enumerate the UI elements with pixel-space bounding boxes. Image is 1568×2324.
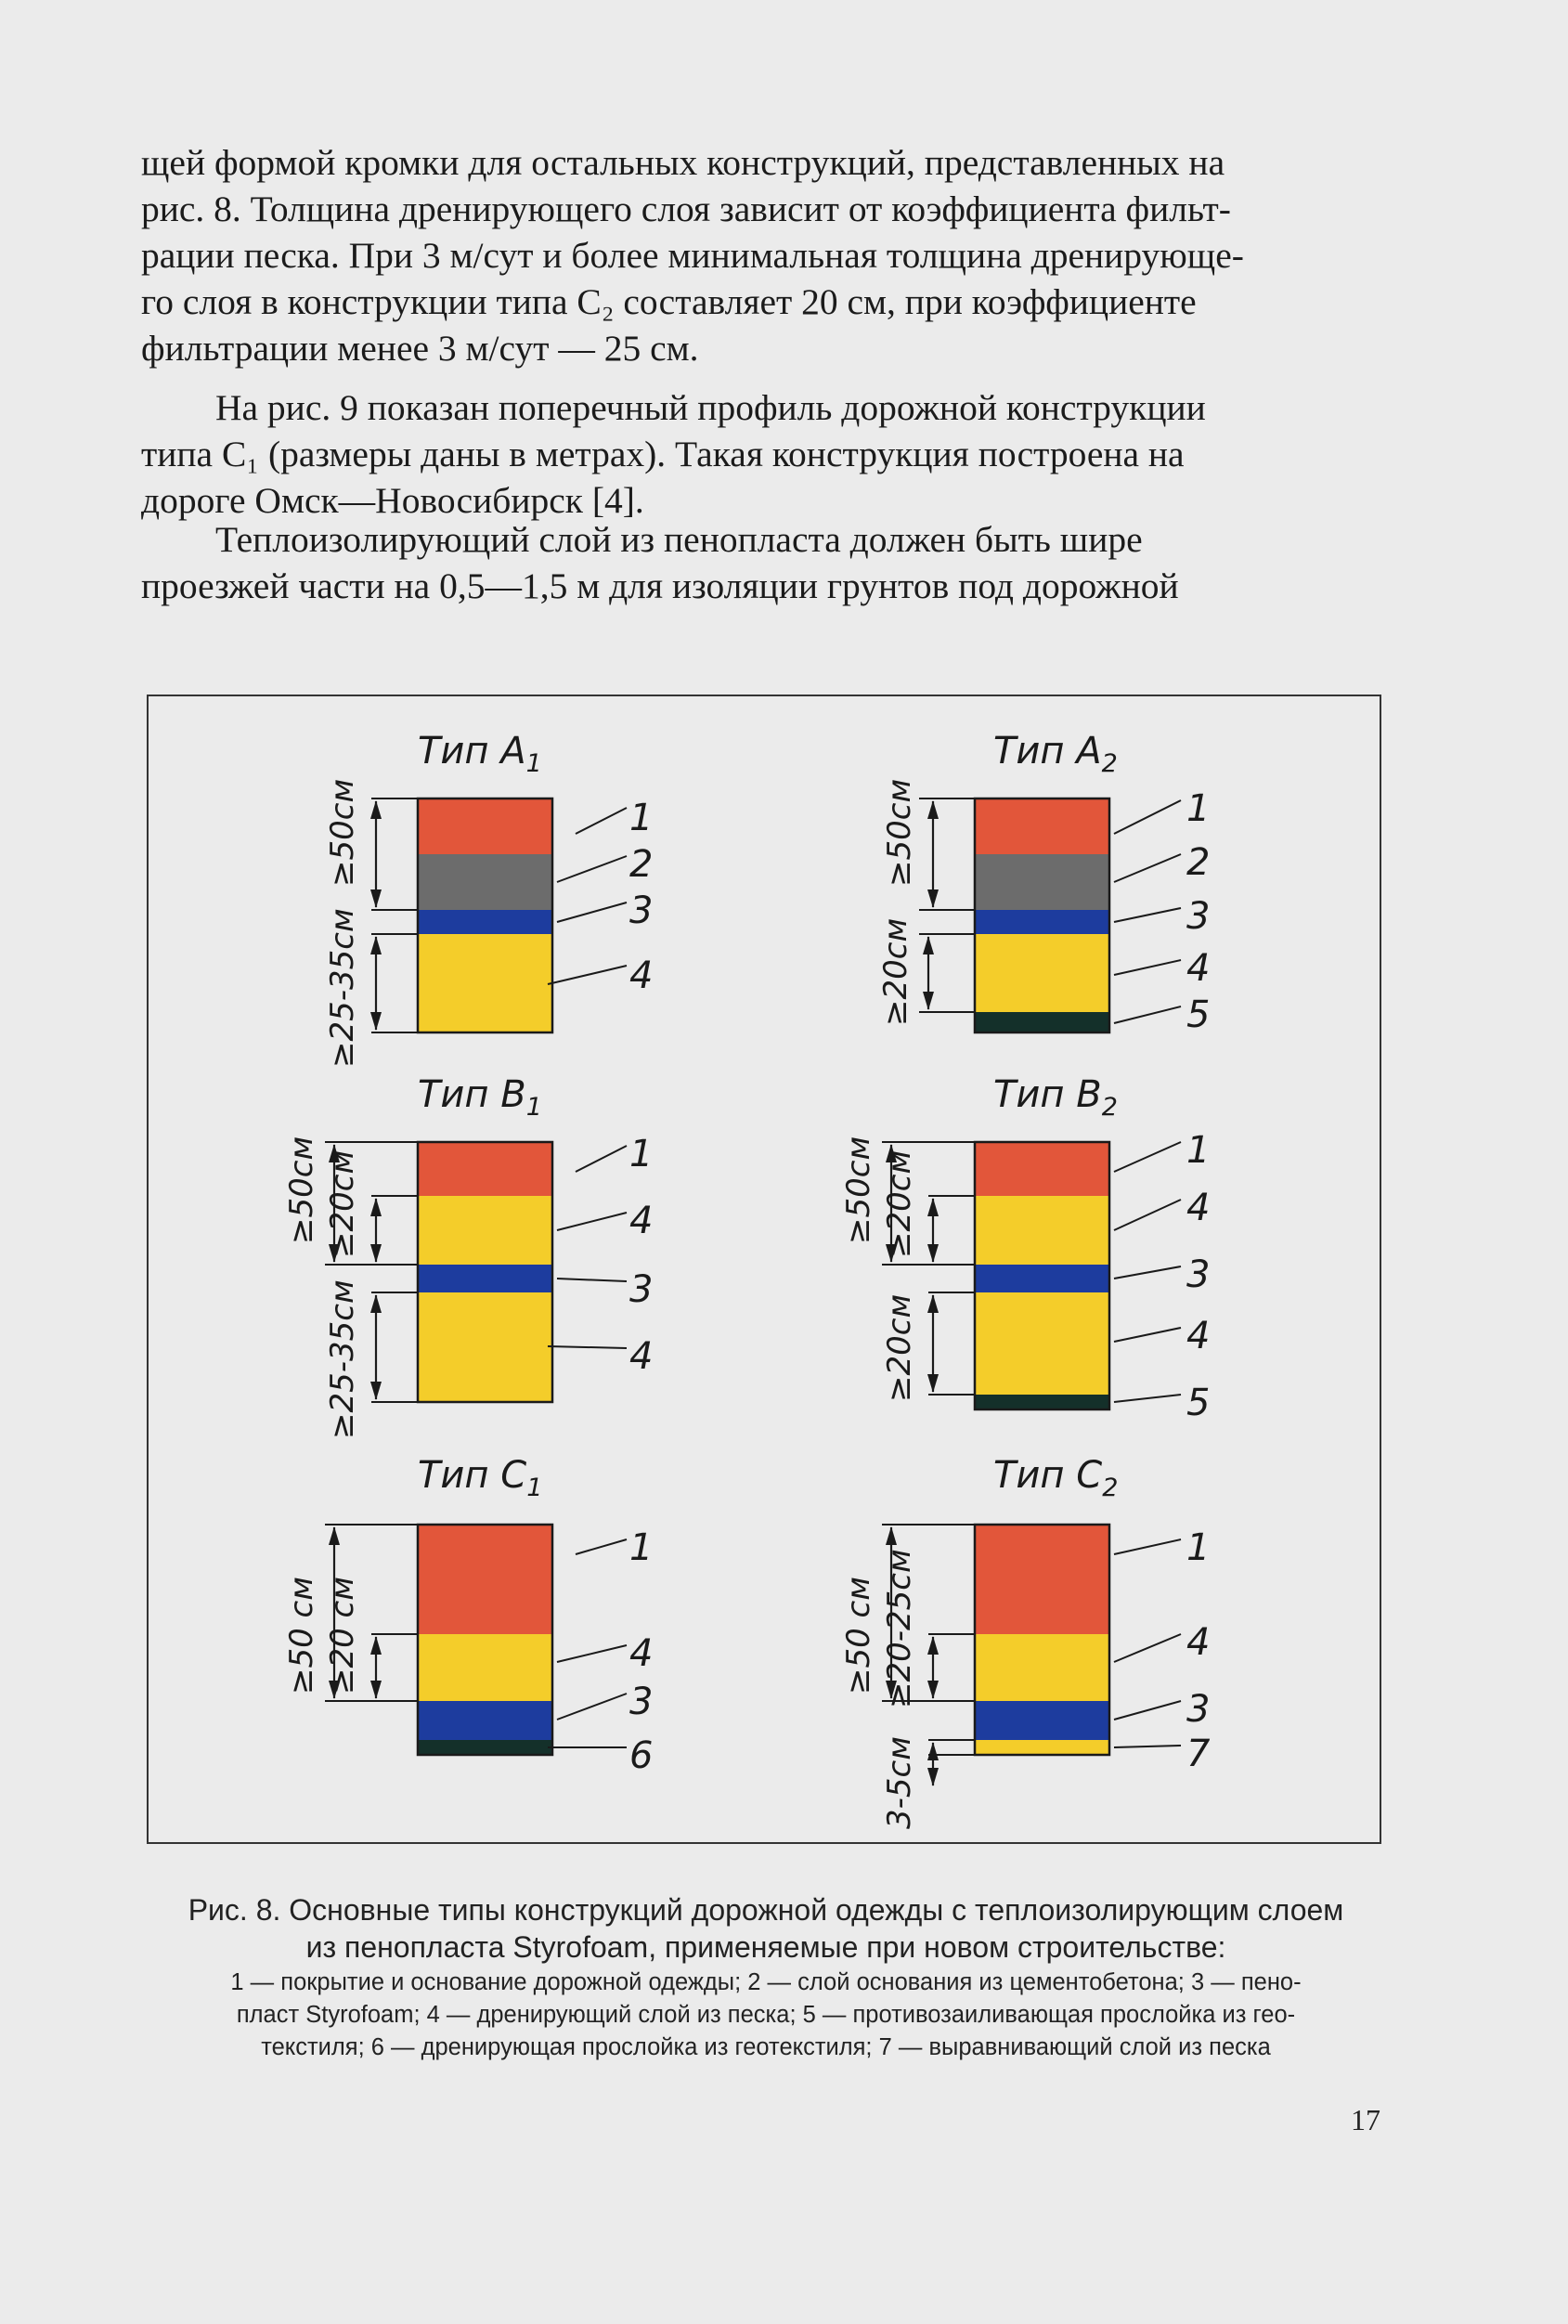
layer-label-3: 3 xyxy=(629,1268,654,1311)
layer-blue-a1 xyxy=(418,910,552,934)
dim-label-c1: ≥20 см xyxy=(324,1577,361,1694)
leader-line xyxy=(557,1645,627,1662)
dim-line-b2-arrow-top xyxy=(927,1198,939,1216)
leader-line xyxy=(1114,1328,1181,1342)
dim-label-a2: ≥20см xyxy=(877,917,914,1026)
title-type-a2: Тип $A_2$ xyxy=(993,730,1118,778)
dim-label-b2: ≥50см xyxy=(840,1136,877,1244)
dim-line-c2-arrow-top xyxy=(927,1636,939,1655)
layer-label-1: 1 xyxy=(629,1526,654,1569)
dim-line-a2-arrow-top xyxy=(923,936,934,954)
leader-line xyxy=(548,1346,627,1348)
layer-label-4: 4 xyxy=(629,1335,654,1378)
title-type-b1: Тип $B_1$ xyxy=(418,1073,542,1122)
layer-dark-c1 xyxy=(418,1740,552,1755)
layer-label-3: 3 xyxy=(1186,1688,1211,1731)
layer-dark-b2 xyxy=(975,1395,1109,1409)
leader-line xyxy=(1114,1395,1181,1402)
dim-line-a2-arrow-bottom xyxy=(927,889,939,908)
layer-red-c2 xyxy=(975,1525,1109,1634)
caption-legend-line: 1 — покрытие и основание дорожной одежды; 2 — слой основания из цементобетона; 3 — пено- xyxy=(230,1969,1302,1995)
leader-line xyxy=(1114,1200,1181,1230)
dim-line-a1-arrow-top xyxy=(370,800,382,819)
dim-label-b2: ≥20см xyxy=(881,1293,918,1402)
caption-title-line2: из пенопласта Styrofoam, применяемые при новом строительстве: xyxy=(305,1930,1226,1964)
layer-label-3: 3 xyxy=(629,1681,654,1723)
layer-label-3: 3 xyxy=(1186,895,1211,938)
dim-label-c2: ≥50 см xyxy=(840,1577,877,1694)
layer-red-b1 xyxy=(418,1142,552,1196)
leader-line xyxy=(1114,854,1181,882)
leader-line xyxy=(576,1146,627,1172)
leader-line xyxy=(1114,1634,1181,1662)
dim-line-b2-arrow-top xyxy=(927,1294,939,1313)
construction-types-diagram xyxy=(149,696,1383,1846)
title-type-c2: Тип $C_2$ xyxy=(993,1454,1119,1502)
caption-legend-line: текстиля; 6 — дренирующая прослойка из геотекстиля; 7 — выравнивающий слой из песка xyxy=(261,2034,1271,2060)
layer-label-4: 4 xyxy=(1186,1315,1211,1357)
dim-line-b1-arrow-bottom xyxy=(370,1382,382,1400)
layer-yellow-c1 xyxy=(418,1634,552,1701)
dim-line-a1-arrow-bottom xyxy=(370,889,382,908)
dim-label-b2: ≥20см xyxy=(881,1149,918,1258)
dim-label-c2: 3-5см xyxy=(881,1736,918,1829)
text-line: На рис. 9 показан поперечный профиль дорожной конструкции xyxy=(215,387,1206,428)
dim-label-b1: ≥25-35см xyxy=(324,1279,361,1439)
layer-red-a1 xyxy=(418,798,552,854)
dim-line-b1-arrow-bottom xyxy=(370,1244,382,1263)
leader-line xyxy=(557,902,627,922)
leader-line xyxy=(548,966,627,984)
text-line: щей формой кромки для остальных конструкций, представленных на xyxy=(141,142,1225,183)
text-line: го слоя в конструкции типа C₂ составляет 20 см, при коэффициенте xyxy=(141,281,1197,322)
layer-yellow-b1 xyxy=(418,1292,552,1402)
layer-blue-c2 xyxy=(975,1701,1109,1740)
layer-yellow-b1 xyxy=(418,1196,552,1265)
dim-line-a2-arrow-bottom xyxy=(923,992,934,1010)
dim-label-b1: ≥20см xyxy=(324,1149,361,1258)
page-number: 17 xyxy=(1351,2103,1380,2136)
leader-line xyxy=(1114,1746,1181,1747)
layer-yellow-a2 xyxy=(975,934,1109,1012)
dim-line-b2-arrow-bottom xyxy=(927,1244,939,1263)
leader-line xyxy=(1114,1539,1181,1554)
dim-line-b1-arrow-top xyxy=(370,1294,382,1313)
layer-label-2: 2 xyxy=(629,843,654,886)
text-line: рации песка. При 3 м/сут и более минимальная толщина дренирующе- xyxy=(141,235,1244,276)
dim-label-a2: ≥50см xyxy=(881,778,918,887)
layer-red-a2 xyxy=(975,798,1109,854)
dim-label-c1: ≥50 см xyxy=(283,1577,320,1694)
leader-line xyxy=(557,856,627,882)
dim-line-c1-arrow-top xyxy=(370,1636,382,1655)
paragraph-profile xyxy=(141,384,1374,524)
layer-label-4: 4 xyxy=(1186,1187,1211,1229)
layer-yellow-a1 xyxy=(418,934,552,1032)
layer-label-1: 1 xyxy=(629,1133,654,1175)
dim-label-a1: ≥50см xyxy=(324,778,361,887)
leader-line xyxy=(1114,1006,1181,1023)
layer-blue-b1 xyxy=(418,1265,552,1292)
layer-red-c1 xyxy=(418,1525,552,1634)
layer-label-1: 1 xyxy=(1186,1129,1211,1172)
layer-label-1: 1 xyxy=(1186,787,1211,830)
layer-label-2: 2 xyxy=(1186,841,1211,884)
layer-yellow-b2 xyxy=(975,1292,1109,1395)
layer-label-1: 1 xyxy=(629,797,654,839)
title-type-c1: Тип $C_1$ xyxy=(418,1454,543,1502)
layer-blue-a2 xyxy=(975,910,1109,934)
layer-label-6: 6 xyxy=(629,1734,654,1777)
text-line: Теплоизолирующий слой из пенопласта должен быть шире xyxy=(215,519,1143,560)
leader-line xyxy=(1114,800,1181,834)
layer-gray-a2 xyxy=(975,854,1109,910)
layer-label-4: 4 xyxy=(629,954,654,997)
leader-line xyxy=(557,1694,627,1720)
layer-yellow-c2 xyxy=(975,1634,1109,1701)
layer-label-1: 1 xyxy=(1186,1526,1211,1569)
dim-label-c2: ≥20-25см xyxy=(881,1549,918,1708)
layer-gray-a1 xyxy=(418,854,552,910)
dim-line-c2-arrow-top xyxy=(927,1742,939,1760)
layer-yellow-c2 xyxy=(975,1740,1109,1755)
dim-line-c1-arrow-top xyxy=(329,1526,340,1545)
text-line: рис. 8. Толщина дренирующего слоя зависит от коэффициента фильт- xyxy=(141,188,1231,229)
layer-label-5: 5 xyxy=(1186,993,1211,1036)
dim-line-c2-arrow-top xyxy=(886,1526,897,1545)
leader-line xyxy=(1114,1142,1181,1172)
title-type-b2: Тип $B_2$ xyxy=(993,1073,1118,1122)
leader-line xyxy=(557,1213,627,1230)
leader-line xyxy=(1114,908,1181,922)
leader-line xyxy=(1114,1701,1181,1720)
dim-line-c2-arrow-bottom xyxy=(927,1681,939,1699)
leader-line xyxy=(1114,1266,1181,1279)
dim-line-a1-arrow-bottom xyxy=(370,1012,382,1031)
paragraph-continued xyxy=(141,139,1374,371)
dim-line-b2-arrow-bottom xyxy=(927,1374,939,1393)
dim-label-a1: ≥25-35см xyxy=(324,908,361,1068)
layer-label-7: 7 xyxy=(1186,1733,1211,1775)
text-line: проезжей части на 0,5—1,5 м для изоляции грунтов под дорожной xyxy=(141,565,1179,606)
text-line: фильтрации менее 3 м/сут — 25 см. xyxy=(141,328,699,369)
layer-yellow-b2 xyxy=(975,1196,1109,1265)
leader-line xyxy=(576,808,627,834)
leader-line xyxy=(557,1279,627,1281)
layer-blue-b2 xyxy=(975,1265,1109,1292)
dim-line-c2-arrow-bottom xyxy=(927,1768,939,1786)
dim-line-a1-arrow-top xyxy=(370,936,382,954)
figure-caption xyxy=(149,1891,1383,2063)
layer-label-3: 3 xyxy=(629,889,654,932)
layer-label-4: 4 xyxy=(629,1200,654,1242)
layer-label-4: 4 xyxy=(1186,947,1211,990)
paragraph-insulation xyxy=(141,516,1374,609)
layer-label-4: 4 xyxy=(1186,1621,1211,1664)
figure-8-frame xyxy=(147,695,1381,1844)
caption-title: Рис. 8. Основные типы конструкций дорожной одежды с теплоизолирующим слоем xyxy=(188,1893,1344,1927)
layer-blue-c1 xyxy=(418,1701,552,1740)
layer-dark-a2 xyxy=(975,1012,1109,1032)
dim-line-a2-arrow-top xyxy=(927,800,939,819)
dim-line-b1-arrow-top xyxy=(370,1198,382,1216)
leader-line xyxy=(576,1539,627,1554)
layer-label-5: 5 xyxy=(1186,1382,1211,1424)
layer-label-4: 4 xyxy=(629,1632,654,1675)
text-line: типа C₁ (размеры даны в метрах). Такая конструкция построена на xyxy=(141,434,1185,474)
title-type-a1: Тип $A_1$ xyxy=(418,730,542,778)
layer-red-b2 xyxy=(975,1142,1109,1196)
dim-line-c1-arrow-bottom xyxy=(370,1681,382,1699)
layer-label-3: 3 xyxy=(1186,1253,1211,1296)
text-line: дороге Омск—Новосибирск [4]. xyxy=(141,480,644,521)
leader-line xyxy=(1114,960,1181,975)
caption-legend-line: пласт Styrofoam; 4 — дренирующий слой из песка; 5 — противозаиливающая прослойка из гео- xyxy=(236,2002,1296,2028)
dim-label-b1: ≥50см xyxy=(283,1136,320,1244)
